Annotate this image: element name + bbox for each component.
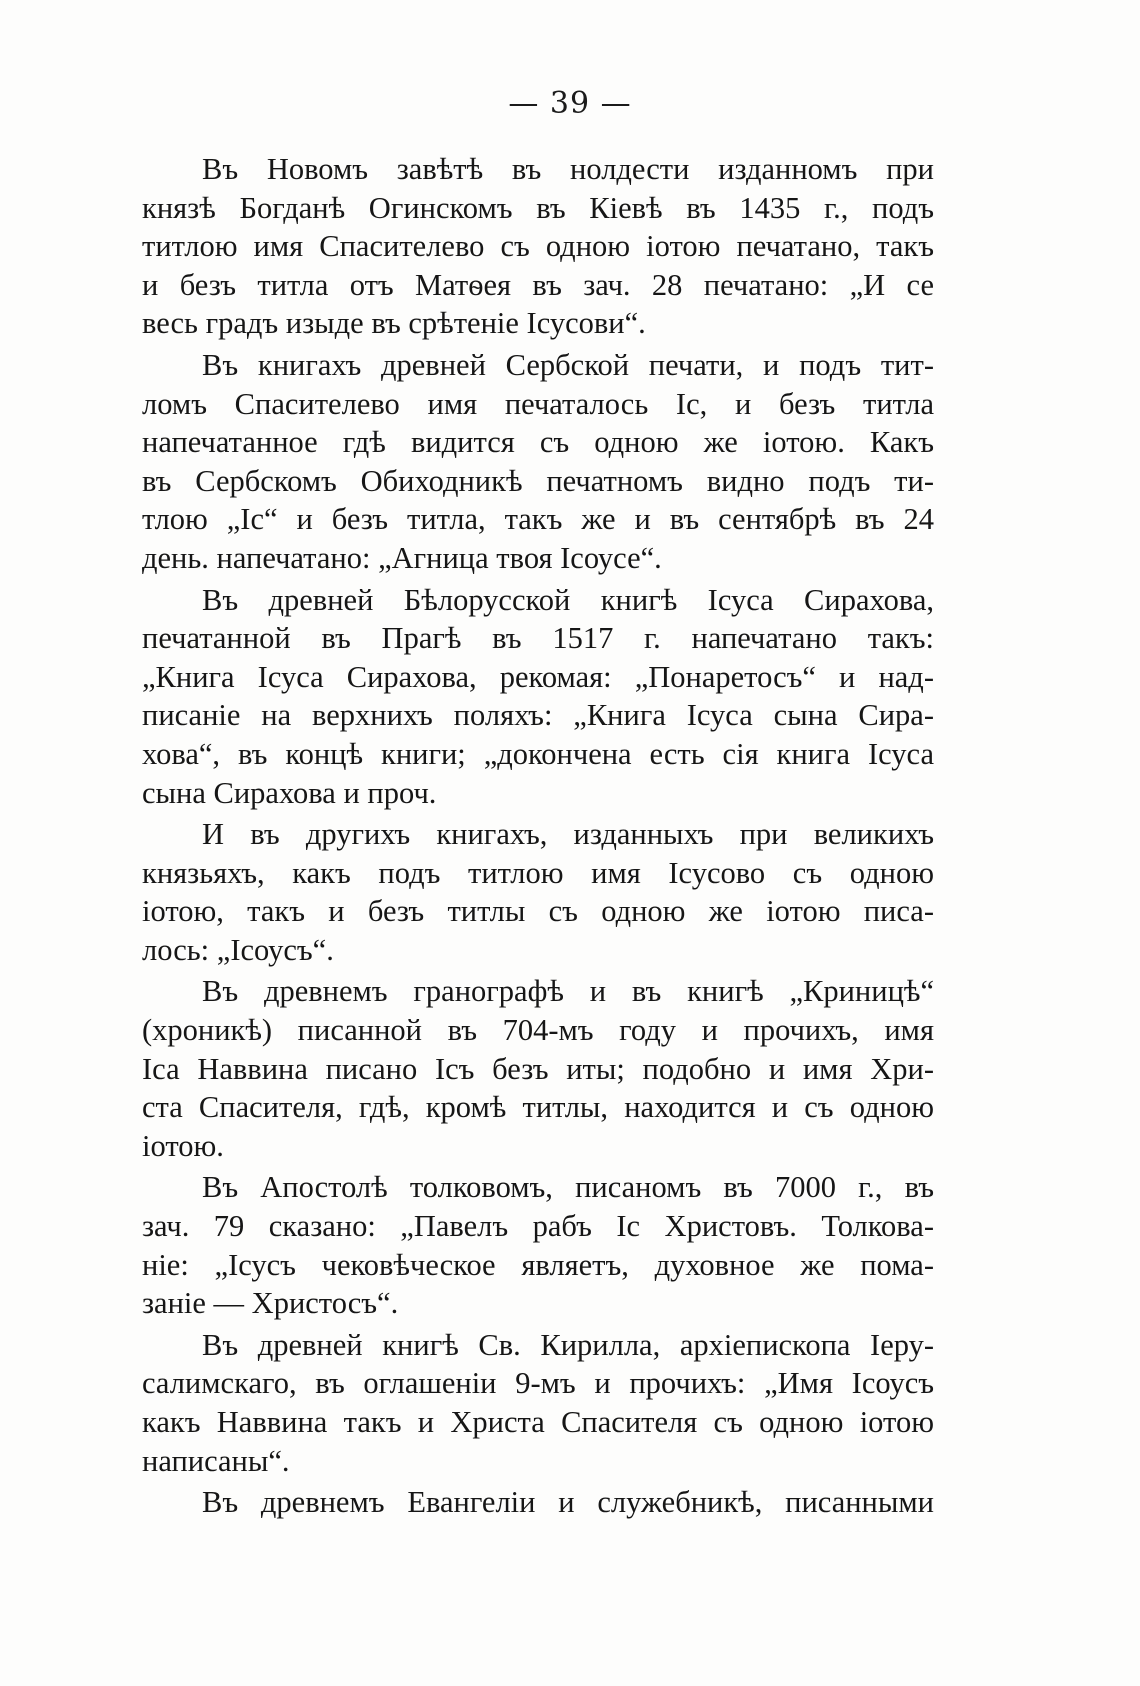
text-line: Іса Наввина писано Ісъ безъ иты; подобно и имя Хри- xyxy=(142,1051,934,1086)
paragraph xyxy=(142,972,934,1165)
text-line: ніе: „Ісусъ чековѣческое являетъ, духовное же пома- xyxy=(142,1247,934,1282)
text-line: титлою имя Спасителево съ одною іотою печатано, такъ xyxy=(142,229,934,264)
text-line: печатанной въ Прагѣ въ 1517 г. напечатано такъ: xyxy=(142,621,934,656)
text-line: хова“, въ концѣ книги; „докончена есть сія книга Ісуса xyxy=(142,736,934,771)
page-number: — 39 — xyxy=(508,86,632,121)
text-line: салимскаго, въ оглашеніи 9-мъ и прочихъ: „Имя Ісоусъ xyxy=(142,1366,934,1401)
text-line: написаны“. xyxy=(142,1443,290,1478)
text-line: Въ древнемъ гранографѣ и въ книгѣ „Криницѣ“ xyxy=(202,974,934,1009)
text-line: день. напечатано: „Агница твоя Ісоусе“. xyxy=(142,540,662,575)
text-line: зач. 79 сказано: „Павелъ рабъ Іс Христовъ. Толкова- xyxy=(142,1209,934,1244)
text-line: напечатанное гдѣ видится съ одною же іотою. Какъ xyxy=(142,425,934,460)
text-line: Въ Новомъ завѣтѣ въ нолдести изданномъ при xyxy=(202,152,934,186)
text-line: Въ книгахъ древней Сербской печати, и подъ тит- xyxy=(202,347,934,382)
text-line: сына Сирахова и проч. xyxy=(142,775,437,810)
paragraph xyxy=(142,1326,934,1480)
text-line: іотою, такъ и безъ титлы съ одною же іотою писа- xyxy=(142,894,934,929)
paragraph xyxy=(142,581,934,813)
paragraph xyxy=(142,1483,934,1522)
text-line: писаніе на верхнихъ поляхъ: „Книга Ісуса сына Сира- xyxy=(142,698,934,733)
text-line: князѣ Богданѣ Огинскомъ въ Кіевѣ въ 1435 г., подъ xyxy=(142,190,934,225)
text-line: ломъ Спасителево имя печаталось Іс, и безъ титла xyxy=(142,386,934,421)
text-line: тлою „Іс“ и безъ титла, такъ же и въ сентябрѣ въ 24 xyxy=(142,502,934,537)
text-line: Въ древней Бѣлорусской книгѣ Ісуса Сирахова, xyxy=(202,582,934,617)
paragraph xyxy=(142,815,934,969)
text-line: заніе — Христосъ“. xyxy=(142,1286,399,1321)
text-line: князьяхъ, какъ подъ титлою имя Ісусово съ одною xyxy=(142,855,934,890)
paragraph xyxy=(142,346,934,578)
text-line: въ Сербскомъ Обиходникѣ печатномъ видно подъ ти- xyxy=(142,463,934,498)
body-text xyxy=(142,150,934,1525)
text-line: Въ Апостолѣ толковомъ, писаномъ въ 7000 г., въ xyxy=(202,1170,934,1205)
paragraph xyxy=(142,1168,934,1322)
text-line: лось: „Ісоусъ“. xyxy=(142,932,334,967)
text-line: (хроникѣ) писанной въ 704-мъ году и прочихъ, имя xyxy=(142,1013,934,1048)
text-line: и безъ титла отъ Матѳея въ зач. 28 печатано: „И се xyxy=(142,267,934,302)
text-line: Въ древнемъ Евангеліи и служебникѣ, писанными xyxy=(202,1485,934,1520)
text-line: „Книга Ісуса Сирахова, рекомая: „Понаретосъ“ и над- xyxy=(142,659,934,694)
text-line: какъ Наввина такъ и Христа Спасителя съ одною іотою xyxy=(142,1405,934,1439)
text-line: Въ древней книгѣ Св. Кирилла, архіепископа Іеру- xyxy=(202,1327,934,1362)
text-line: іотою. xyxy=(142,1128,224,1163)
paragraph xyxy=(142,150,934,343)
text-line: весь градъ изыде въ срѣтеніе Ісусови“. xyxy=(142,306,646,341)
text-line: ста Спасителя, гдѣ, кромѣ титлы, находится и съ одною xyxy=(142,1090,934,1125)
text-line: И въ другихъ книгахъ, изданныхъ при великихъ xyxy=(202,817,934,852)
